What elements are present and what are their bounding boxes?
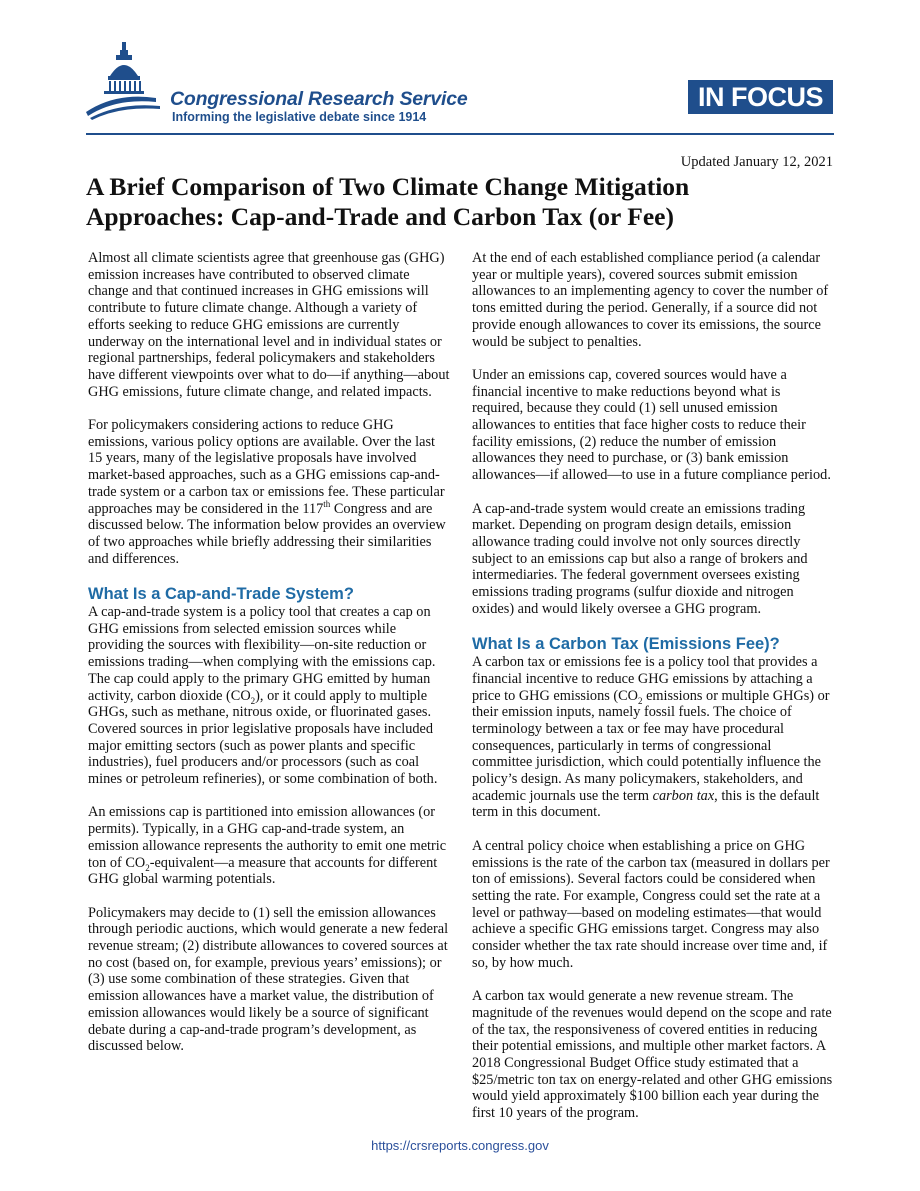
left-column bbox=[88, 250, 450, 1072]
cap-and-trade-paragraph-1: A cap-and-trade system is a policy tool that creates a cap on GHG emissions from selected emission sources while providing the sources with flexibility—on-site reduction or emissions trading—when complying with the emissions cap. The cap could apply to the primary GHG emitted by human activity, carbon dioxide $(CO_2)$, or it could apply to multiple GHGs, such as methane, nitrous oxide, or fluorinated gases. Covered sources in prior legislative proposals have included major emitting sectors (such as power plants and specific industries), fuel producers and/or processors (such as coal mines or petroleum refineries), or some combination of both. bbox=[88, 604, 438, 788]
cap-and-trade-paragraph-3: Policymakers may decide to (1) sell the emission allowances through periodic auctions, which would generate a new federal revenue stream; (2) distribute allowances to covered sources at no cost (based on, for example, previous years’ emissions); or (3) use some combination of these strategies. Given that emission allowances have a market value, the distribution of emission allowances would likely be a source of significant debate during a cap-and-trade program’s development, as discussed below. bbox=[88, 904, 449, 1055]
carbon-tax-paragraph-3: A carbon tax would generate a new revenue stream. The magnitude of the revenues would depend on the scope and rate of the tax, the responsiveness of covered entities in reducing their potential emissions, and multiple other market factors. A 2018 Congressional Budget Office study estimated that a $25/metric ton tax on energy-related and other GHG emissions would yield approximately $100 billion each year during the first 10 years of the program. bbox=[472, 988, 833, 1122]
carbon-tax-heading: What Is a Carbon Tax (Emissions Fee)? bbox=[472, 635, 780, 654]
cap-and-trade-heading: What Is a Cap-and-Trade System? bbox=[88, 585, 354, 604]
updated-date: Updated January 12, 2021 bbox=[680, 154, 833, 170]
cap-and-trade-paragraph-2: An emissions cap is partitioned into emission allowances (or permits). Typically, in a GHG cap-and-trade system, an emission allowance represents the authority to emit one metric ton of $CO_2-equivalent—a$ measure that accounts for different GHG global warming potentials. bbox=[88, 804, 447, 888]
title-line-1: A Brief Comparison of Two Climate Change Mitigation bbox=[86, 172, 690, 201]
org-tagline: Informing the legislative debate since 1914 bbox=[172, 110, 427, 124]
trading-market-paragraph: A cap-and-trade system would create an emissions trading market. Depending on program design details, emission allowance trading could involve not only sources directly subject to an emissions cap but also a range of brokers and intermediaries. The federal government oversees existing emissions trading programs (sulfur dioxide and nitrogen oxides) and would likely oversee a GHG program. bbox=[472, 500, 808, 617]
compliance-paragraph: At the end of each established compliance period (a calendar year or multiple years), covered sources submit emission allowances to an implementing agency to cover the number of tons emitted during the period. Generally, if a source did not provide enough allowances to cover its emissions, the source would be subject to penalties. bbox=[472, 250, 829, 350]
page-title bbox=[86, 172, 846, 232]
footer-url-link[interactable]: https://crsreports.congress.gov bbox=[371, 1138, 549, 1153]
intro-paragraph-2: For policymakers considering actions to reduce GHG emissions, various policy options are available. Over the last 15 years, many of the legislative proposals have involved market-based approaches, such as a GHG emissions cap-and-trade system or a carbon tax or emissions fee. These particular approaches may be considered in the 117th Congress and are discussed below. The information below provides an overview of two approaches while briefly addressing their similarities and differences. bbox=[88, 417, 446, 567]
title-line-2: Approaches: Cap-and-Trade and Carbon Tax (or Fee) bbox=[86, 202, 674, 231]
carbon-tax-paragraph-1: A carbon tax or emissions fee is a policy tool that provides a financial incentive to reduce GHG emissions by attaching a price to GHG emissions ($CO_2$ emissions or multiple GHGs) or their emission inputs, namely fossil fuels. The choice of terminology between a tax or fee may have procedural consequences, particularly in terms of congressional committee jurisdiction, which could potentially influence the policy’s design. As many policymakers, stakeholders, and academic journals use the term carbon tax, this is the default term in this document. bbox=[472, 654, 830, 821]
intro-paragraph-1: Almost all climate scientists agree that greenhouse gas (GHG) emission increases have contributed to observed climate change and that continued increases in GHG emissions will contribute to future climate change. Although a variety of efforts seeking to reduce GHG emissions are currently underway on the international level and in individual states or regional partnerships, federal policymakers and stakeholders have different viewpoints over what to do—if anything—about GHG emissions, future climate change, and related impacts. bbox=[88, 250, 450, 400]
capitol-dome-logo bbox=[86, 42, 166, 120]
incentive-paragraph: Under an emissions cap, covered sources would have a financial incentive to make reductions beyond what is required, because they could (1) sell unused emission allowances to entities that face higher costs to reduce their facility emissions, (2) reduce the number of emission allowances they need to purchase, or (3) bank emission allowances—if allowed—to use in a future compliance period. bbox=[472, 366, 831, 484]
in-focus-badge: IN FOCUS bbox=[688, 80, 833, 114]
carbon-tax-paragraph-2: A central policy choice when establishing a price on GHG emissions is the rate of the carbon tax (measured in dollars per ton of emissions). Several factors could be considered when setting the rate. For example, Congress could set the rate at a level or pathway—based on modeling estimates—that would achieve a specific GHG emissions target. Congress may also consider whether the tax rate should increase over time and, if so, by how much. bbox=[472, 837, 830, 971]
header-rule bbox=[86, 133, 834, 135]
right-column bbox=[472, 250, 834, 1138]
org-name: Congressional Research Service bbox=[170, 88, 468, 110]
